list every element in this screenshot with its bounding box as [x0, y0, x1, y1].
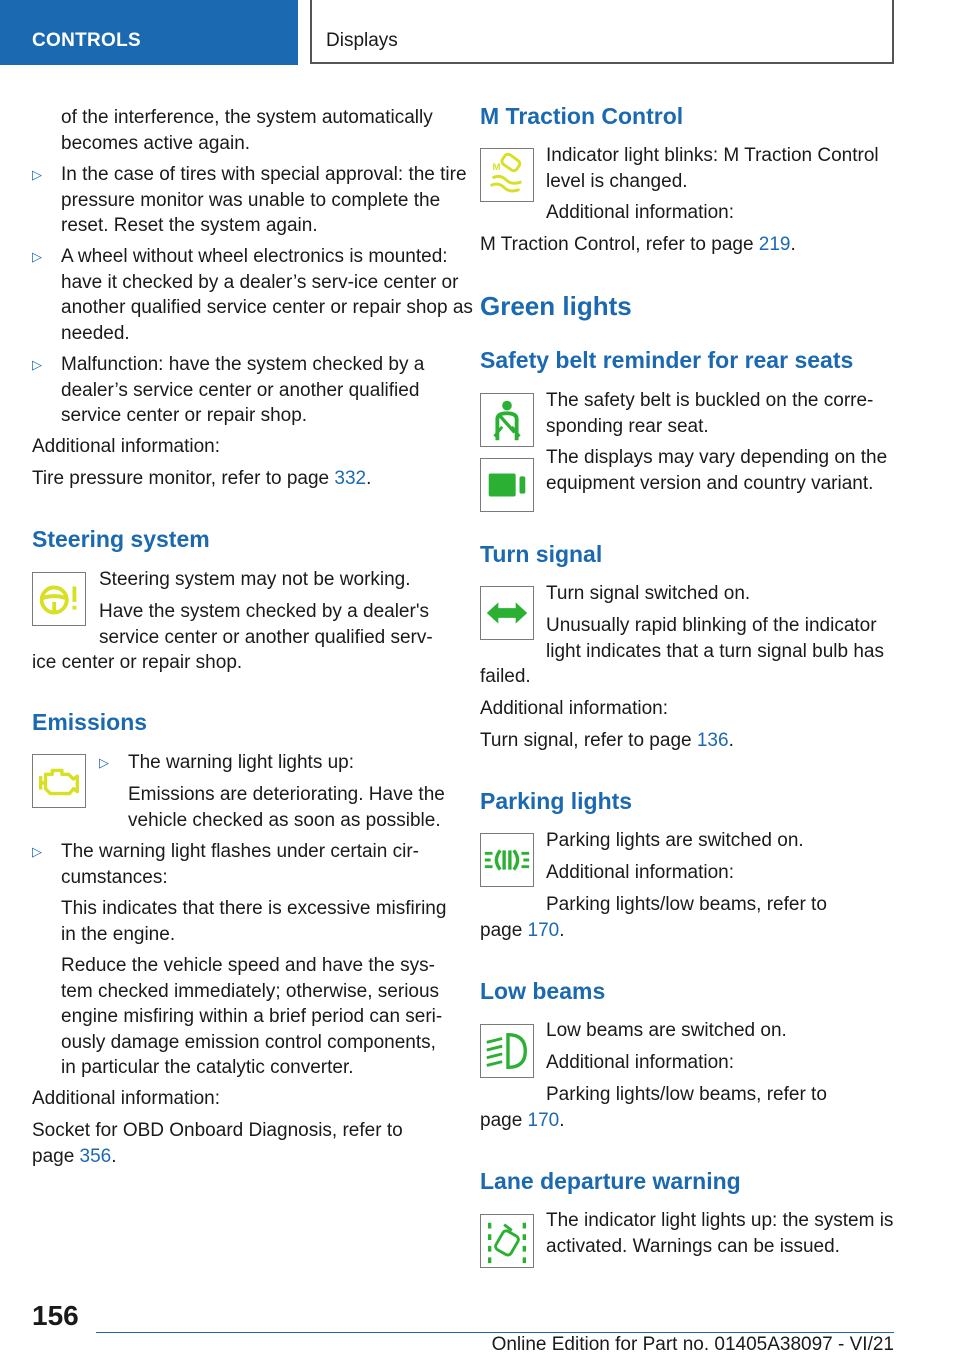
- list-item: ▷ Malfunction: have the system checked by a dealer’s service center or another qualified service center or repair shop.: [32, 354, 425, 426]
- additional-info-label: Additional information:: [32, 436, 220, 457]
- turn-text-2-cont: failed.: [480, 666, 531, 687]
- emissions-text-1: Emissions are deteriorating. Have the vehicle checked as soon as possible.: [128, 784, 445, 831]
- low-beams-text: Low beams are switched on.: [546, 1020, 787, 1041]
- list-item: ▷ In the case of tires with special approval: the tire pressure monitor was unable to complete the reset. Reset the system again.: [32, 164, 467, 236]
- additional-info-label: Additional information:: [546, 202, 734, 223]
- parking-reference-line1: Parking lights/low beams, refer to: [546, 894, 827, 915]
- page-link[interactable]: 170: [527, 920, 560, 941]
- turn-text-2: Unusually rapid blinking of the indicator light indicates that a turn signal bulb has: [546, 615, 884, 662]
- page-link[interactable]: 332: [334, 468, 367, 489]
- steering-text-2: Have the system checked by a dealer's service center or another qualified serv-: [99, 601, 433, 648]
- additional-info-label: Additional information:: [480, 698, 668, 719]
- heading-safety-belt-reminder: Safety belt reminder for rear seats: [480, 347, 854, 373]
- engine-check-icon: [32, 754, 86, 808]
- page-link[interactable]: 219: [758, 234, 791, 255]
- belt-text-1: The safety belt is buckled on the corre-sponding rear seat.: [546, 390, 874, 437]
- list-item: ▷ The warning light lights up:: [99, 752, 355, 773]
- footer-divider: [96, 1332, 894, 1333]
- intro-continuation: of the interference, the system automatically becomes active again.: [61, 107, 433, 154]
- belt-text-2: The displays may vary depending on the equipment version and country variant.: [546, 447, 888, 494]
- heading-m-traction-control: M Traction Control: [480, 103, 684, 129]
- footer-edition: Online Edition for Part no. 01405A38097 - VI/21: [491, 1334, 894, 1355]
- list-item: ▷ A wheel without wheel electronics is mounted: have it checked by a dealer’s serv-ice center or another qualified service center or repair shop as needed.: [32, 246, 473, 344]
- additional-info-label: Additional information:: [546, 862, 734, 883]
- seatbelt-icon: [480, 393, 534, 447]
- low-beams-reference-line2: page 170.: [480, 1110, 565, 1131]
- parking-lights-icon: [480, 833, 534, 887]
- section-tab-controls: CONTROLS: [0, 0, 298, 65]
- heading-parking-lights: Parking lights: [480, 788, 633, 814]
- heading-steering-system: Steering system: [32, 526, 210, 552]
- additional-info-label: Additional information:: [546, 1052, 734, 1073]
- tpm-reference: Tire pressure monitor, refer to page 332.: [32, 468, 372, 489]
- mtc-text: Indicator light blinks: M Traction Control level is changed.: [546, 145, 879, 192]
- obd-reference: Socket for OBD Onboard Diagnosis, refer to page 356.: [32, 1120, 403, 1167]
- heading-lane-departure-warning: Lane departure warning: [480, 1168, 741, 1194]
- traction-control-icon: [480, 148, 534, 202]
- parking-text: Parking lights are switched on.: [546, 830, 804, 851]
- emissions-text-2: This indicates that there is excessive misfiring in the engine.: [61, 898, 447, 945]
- turn-text-1: Turn signal switched on.: [546, 583, 751, 604]
- svg-text:M: M: [492, 162, 501, 174]
- mtc-reference: M Traction Control, refer to page 219.: [480, 234, 796, 255]
- additional-info-label: Additional information:: [32, 1088, 220, 1109]
- page-link[interactable]: 170: [527, 1110, 560, 1131]
- list-item: ▷ The warning light flashes under certain cir-cumstances:: [32, 841, 420, 888]
- steering-warning-icon: [32, 572, 86, 626]
- lane-departure-text: The indicator light lights up: the system is activated. Warnings can be issued.: [546, 1210, 894, 1257]
- page-header-title: Displays: [310, 0, 894, 64]
- lane-departure-icon: [480, 1214, 534, 1268]
- steering-text-1: Steering system may not be working.: [99, 569, 411, 590]
- page-link[interactable]: 136: [696, 730, 729, 751]
- steering-text-2-cont: ice center or repair shop.: [32, 652, 243, 673]
- heading-turn-signal: Turn signal: [480, 541, 603, 567]
- turn-reference: Turn signal, refer to page 136.: [480, 730, 734, 751]
- heading-low-beams: Low beams: [480, 978, 606, 1004]
- low-beams-reference-line1: Parking lights/low beams, refer to: [546, 1084, 827, 1105]
- emissions-text-3: Reduce the vehicle speed and have the sys-tem checked immediately; otherwise, serious engine misfiring within a brief period can seri-ously damage emission control components, in particular the catalytic converter.: [61, 955, 443, 1078]
- parking-reference-line2: page 170.: [480, 920, 565, 941]
- heading-emissions: Emissions: [32, 709, 148, 735]
- rear-seat-belt-icon: [480, 458, 534, 512]
- turn-signal-icon: [480, 586, 534, 640]
- page-number: 156: [32, 1300, 79, 1331]
- heading-green-lights: Green lights: [480, 291, 632, 321]
- low-beams-icon: [480, 1024, 534, 1078]
- page-link[interactable]: 356: [79, 1145, 112, 1167]
